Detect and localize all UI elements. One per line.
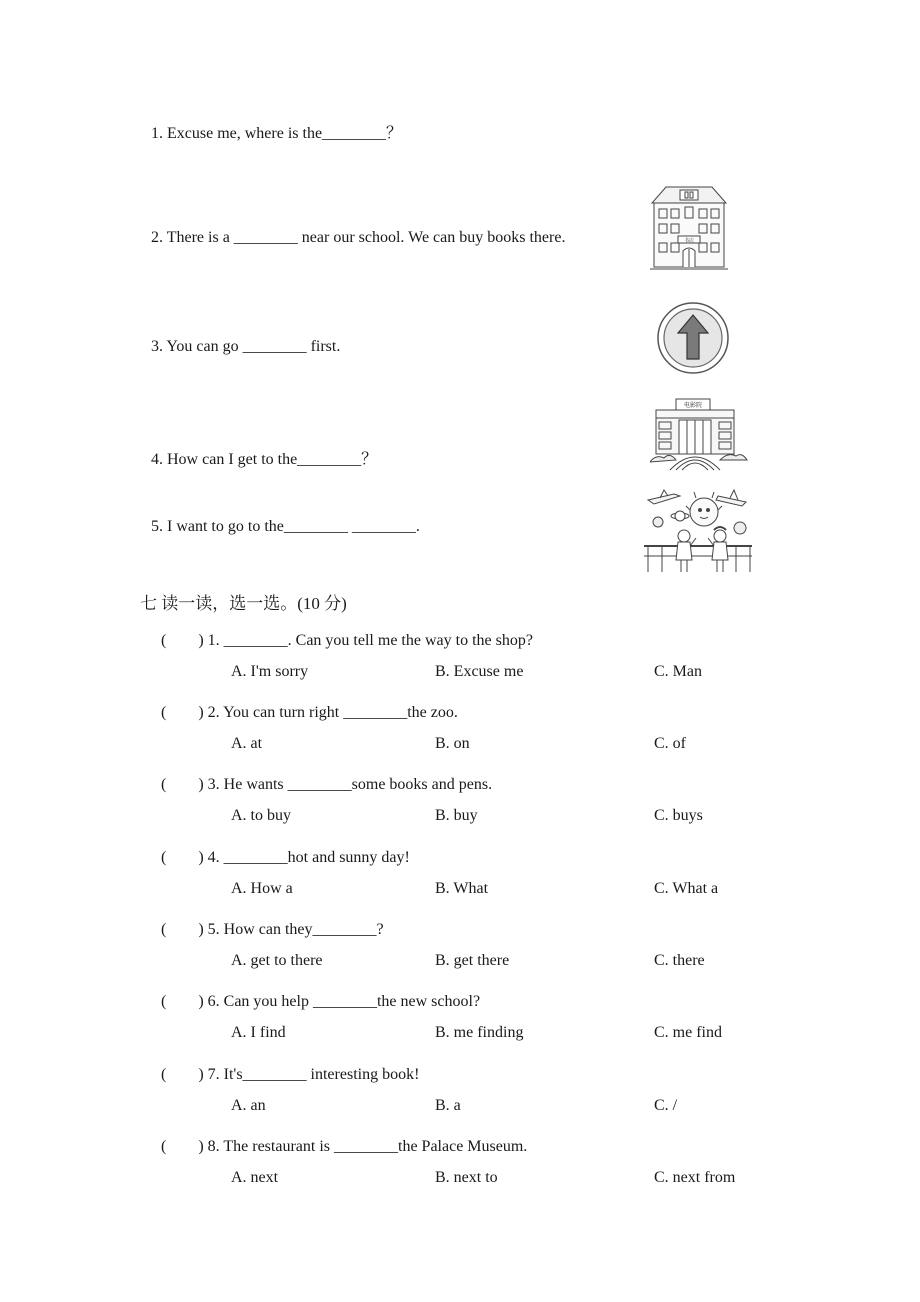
choice-question-3: ( ) 3. He wants ________some books and pens.	[161, 776, 493, 793]
question-7-option-b[interactable]: B. a	[435, 1097, 461, 1114]
question-8-option-a[interactable]: A. next	[231, 1169, 279, 1186]
question-2-option-c[interactable]: C. of	[654, 735, 686, 752]
question-4-option-b[interactable]: B. What	[435, 880, 489, 897]
section-title: 七 读一读，选一选。(10 分)	[140, 594, 347, 613]
question-5-option-a[interactable]: A. get to there	[231, 952, 323, 969]
choice-question-7: ( ) 7. It's________ interesting book!	[161, 1066, 420, 1083]
choice-question-2: ( ) 2. You can turn right ________the zoo.	[161, 704, 458, 721]
fill-in-question-2: 2. There is a ________ near our school. We can buy books there.	[151, 229, 566, 246]
fill-in-question-3: 3. You can go ________ first.	[151, 338, 341, 355]
fill-in-question-5: 5. I want to go to the________ ________.	[151, 518, 420, 535]
choice-question-4: ( ) 4. ________hot and sunny day!	[161, 849, 410, 866]
question-1-option-c[interactable]: C. Man	[654, 663, 702, 680]
question-6-option-b[interactable]: B. me finding	[435, 1024, 524, 1041]
question-4-option-c[interactable]: C. What a	[654, 880, 719, 897]
choice-question-8: ( ) 8. The restaurant is ________the Palace Museum.	[161, 1138, 528, 1155]
cinema-icon	[650, 396, 748, 472]
question-6-option-a[interactable]: A. I find	[231, 1024, 286, 1041]
choice-question-1: ( ) 1. ________. Can you tell me the way to the shop?	[161, 632, 533, 649]
question-2-option-a[interactable]: A. at	[231, 735, 263, 752]
straight-arrow-sign-icon	[656, 301, 730, 375]
question-3-option-b[interactable]: B. buy	[435, 807, 478, 824]
question-3-option-c[interactable]: C. buys	[654, 807, 703, 824]
question-4-option-a[interactable]: A. How a	[231, 880, 293, 897]
choice-question-5: ( ) 5. How can they________?	[161, 921, 384, 938]
question-3-option-a[interactable]: A. to buy	[231, 807, 291, 824]
question-5-option-b[interactable]: B. get there	[435, 952, 510, 969]
question-5-option-c[interactable]: C. there	[654, 952, 705, 969]
question-8-option-c[interactable]: C. next from	[654, 1169, 736, 1186]
choice-question-6: ( ) 6. Can you help ________the new school?	[161, 993, 481, 1010]
question-8-option-b[interactable]: B. next to	[435, 1169, 498, 1186]
question-7-option-a[interactable]: A. an	[231, 1097, 266, 1114]
bookstore-icon	[650, 185, 728, 271]
cinema-sign-label: 电影院	[683, 402, 703, 409]
question-7-option-c[interactable]: C. /	[654, 1097, 678, 1114]
science-museum-icon	[640, 486, 756, 576]
fill-in-question-1: 1. Excuse me, where is the________？	[151, 125, 403, 142]
fill-in-question-4: 4. How can I get to the________？	[151, 451, 378, 468]
question-6-option-c[interactable]: C. me find	[654, 1024, 722, 1041]
question-1-option-a[interactable]: A. I'm sorry	[231, 663, 309, 680]
question-2-option-b[interactable]: B. on	[435, 735, 470, 752]
question-1-option-b[interactable]: B. Excuse me	[435, 663, 524, 680]
bookstore-sign-label: 书店	[683, 238, 695, 244]
